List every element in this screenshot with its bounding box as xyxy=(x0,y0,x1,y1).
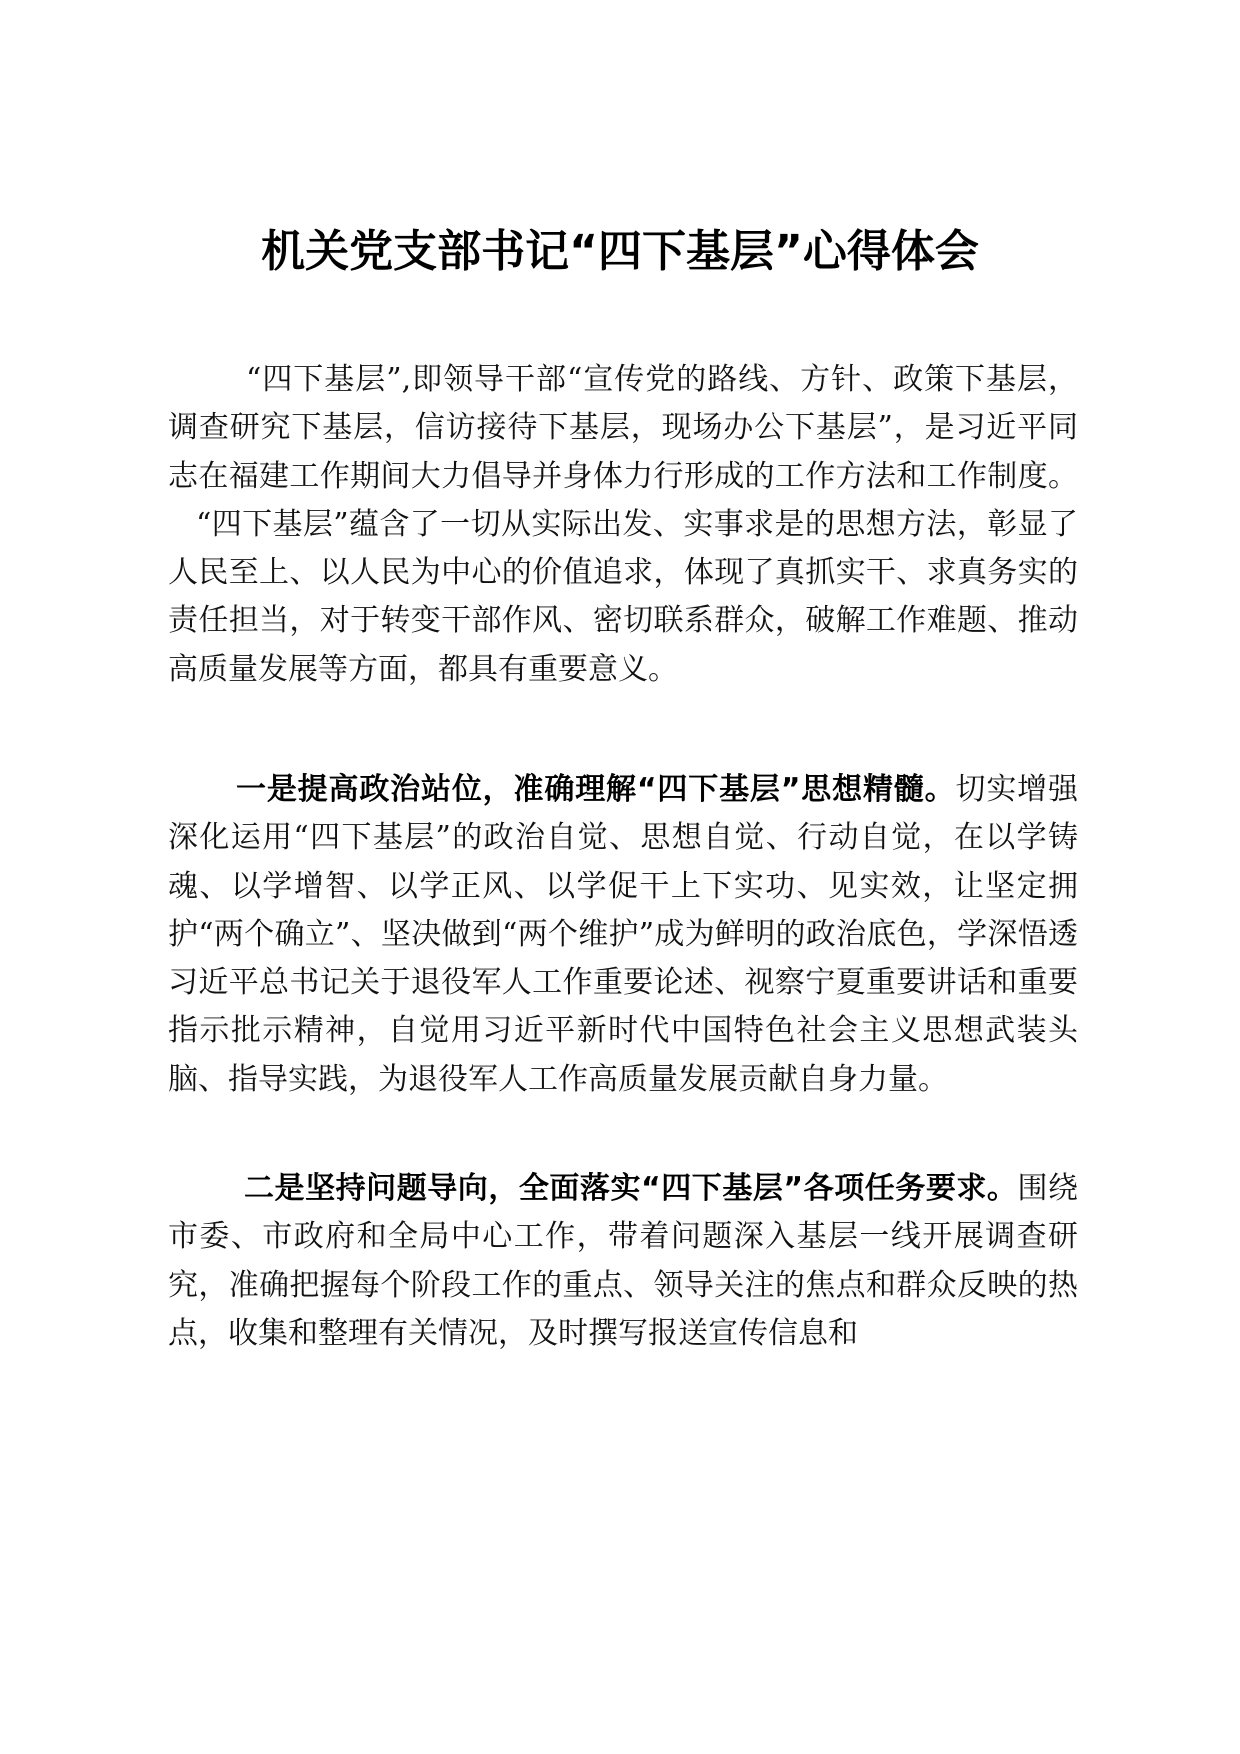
point-one-text: 切实增强深化运用“四下基层”的政治自觉、思想自觉、行动自觉，在以学铸魂、以学增智、以学正风、以学促干上下实功、见实效，让坚定拥护“两个确立”、坚决做到“两个维护”成为鲜明的政治底色，学深悟透习近平总书记关于退役军人工作重要论述、视察宁夏重要讲话和重要指示批示精神，自觉用习近平新时代中国特色社会主义思想武装头脑、指导实践，为退役军人工作高质量发展贡献自身力量。 xyxy=(168,772,1079,1097)
point-two-text: 围绕市委、市政府和全局中心工作，带着问题深入基层一线开展调查研究，准确把握每个阶段工作的重点、领导关注的焦点和群众反映的热点，收集和整理有关情况，及时撰写报送宣传信息和 xyxy=(168,1171,1079,1351)
point-one-heading: 一是提高政治站位，准确理解“四下基层”思想精髓。 xyxy=(236,772,956,807)
point-one-paragraph xyxy=(168,766,1078,1104)
page-title: 机关党支部书记“四下基层”心得体会 xyxy=(261,226,979,277)
intro-text-part-1: “四下基层”,即领导干部“宣传党的路线、方针、政策下基层，调查研究下基层，信访接待下基层，现场办公下基层”，是习近平同志在福建工作期间大力倡导并身体力行形成的工作方法和工作制度。 xyxy=(168,362,1078,494)
intro-text-part-2: “四下基层”蕴含了一切从实际出发、实事求是的思想方法，彰显了人民至上、以人民为中心的价值追求，体现了真抓实干、求真务实的责任担当，对于转变干部作风、密切联系群众，破解工作难题、推动高质量发展等方面，都具有重要意义。 xyxy=(168,506,1078,687)
point-two-heading: 二是坚持问题导向，全面落实“四下基层”各项任务要求。 xyxy=(244,1171,1018,1206)
point-two-paragraph xyxy=(168,1165,1078,1358)
intro-paragraph xyxy=(168,356,1078,694)
